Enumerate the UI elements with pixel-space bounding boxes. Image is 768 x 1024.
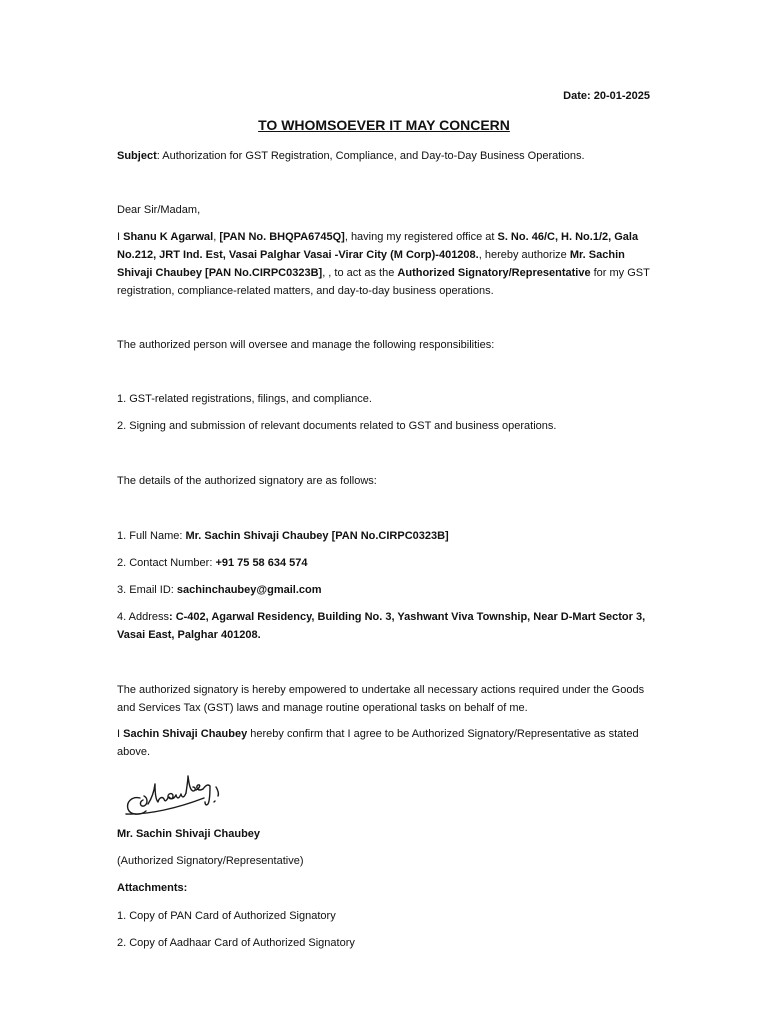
salutation: Dear Sir/Madam, <box>117 204 201 216</box>
intro-paragraph <box>117 228 652 300</box>
subject-label: Subject <box>117 150 157 162</box>
confirmation-paragraph <box>117 725 652 761</box>
handwritten-signature <box>118 768 230 822</box>
letter-title: TO WHOMSOEVER IT MAY CONCERN <box>258 117 510 133</box>
detail-value: +91 75 58 634 574 <box>215 557 308 569</box>
authorized-role: Authorized Signatory/Representative <box>397 267 591 279</box>
subject-text: : Authorization for GST Registration, Compliance, and Day-to-Day Business Operations. <box>156 150 585 162</box>
grantor-pan: [PAN No. BHQPA6745Q] <box>219 231 345 243</box>
letter-date: Date: 20-01-2025 <box>563 90 650 102</box>
details-intro: The details of the authorized signatory are as follows: <box>117 475 377 487</box>
intro-text: , <box>213 231 220 243</box>
detail-value: Mr. Sachin Shivaji Chaubey [PAN No.CIRPC0323B] <box>185 530 449 542</box>
detail-email <box>117 581 652 599</box>
attachment-item: 2. Copy of Aadhaar Card of Authorized Signatory <box>117 937 355 949</box>
responsibility-item: 2. Signing and submission of relevant documents related to GST and business operations. <box>117 420 557 432</box>
authorized-person: Mr. Sachin Shivaji Chaubey [PAN No.CIRPC0323B] <box>117 249 625 279</box>
confirming-name: Sachin Shivaji Chaubey <box>123 728 248 740</box>
intro-text: , having my registered office at <box>344 231 498 243</box>
detail-label: 1. Full Name: <box>117 530 186 542</box>
signatory-role: (Authorized Signatory/Representative) <box>117 855 304 867</box>
detail-full-name <box>117 527 652 545</box>
empowerment-paragraph: The authorized signatory is hereby empowered to undertake all necessary actions required under the Goods and Services Tax (GST) laws and manage routine operational tasks on behalf of me. <box>117 684 645 714</box>
confirmation-text: I <box>117 728 124 740</box>
intro-text: , hereby authorize <box>478 249 570 261</box>
detail-contact <box>117 554 652 572</box>
detail-label: 3. Email ID: <box>117 584 177 596</box>
attachment-item: 1. Copy of PAN Card of Authorized Signatory <box>117 910 336 922</box>
grantor-name: Shanu K Agarwal <box>123 231 214 243</box>
detail-value: sachinchaubey@gmail.com <box>176 584 322 596</box>
intro-text: I <box>117 231 124 243</box>
detail-label: 4. Address <box>117 611 169 623</box>
intro-text: , , to act as the <box>322 267 398 279</box>
office-address: S. No. 46/C, H. No.1/2, Gala No.212, JRT Ind. Est, Vasai Palghar Vasai -Virar City (M Corp)-401208. <box>117 231 639 261</box>
signatory-name: Mr. Sachin Shivaji Chaubey <box>117 828 261 840</box>
responsibilities-intro: The authorized person will oversee and manage the following responsibilities: <box>117 339 495 351</box>
attachments-label: Attachments: <box>117 882 188 894</box>
intro-text: for my GST registration, compliance-related matters, and day-to-day business operations. <box>117 267 650 297</box>
responsibility-item: 1. GST-related registrations, filings, and compliance. <box>117 393 372 405</box>
detail-value: : C-402, Agarwal Residency, Building No. 3, Yashwant Viva Township, Near D-Mart Sector 3, Vasai East, Palghar 401208. <box>117 611 646 641</box>
confirmation-text: hereby confirm that I agree to be Authorized Signatory/Representative as stated above. <box>117 728 639 758</box>
subject-line <box>117 147 652 165</box>
detail-address <box>117 608 652 644</box>
detail-label: 2. Contact Number: <box>117 557 216 569</box>
